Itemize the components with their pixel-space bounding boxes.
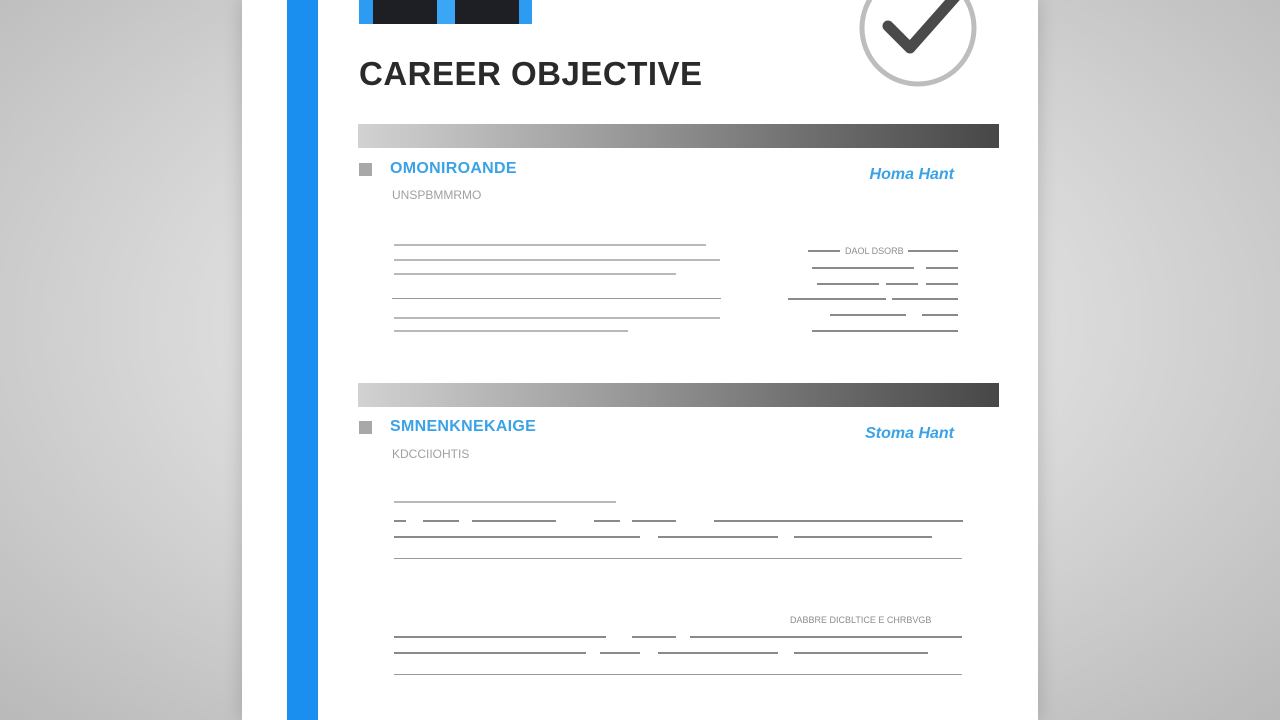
detail-caption: DAOL DSORB [845,246,904,256]
section-subtitle: KDCCIIOHTIS [392,447,470,461]
text-line [394,536,640,538]
divider-line [392,298,721,299]
detail-line [908,250,958,252]
section-bullet [359,421,372,434]
detail-line [808,250,840,252]
section-title: SMNENKNEKAIGE [390,418,537,435]
detail-line [922,314,958,316]
text-line [394,244,706,246]
divider-line [394,558,962,559]
text-line [394,273,676,275]
text-line [794,652,928,654]
detail-line [830,314,906,316]
detail-line [886,283,918,285]
detail-line [926,283,958,285]
section-divider-bar [358,124,999,148]
section-subtitle: UNSPBMMRMO [392,188,482,202]
text-line [632,636,676,638]
divider-line [394,674,962,675]
text-line [472,520,556,522]
checkmark-circle-icon [856,0,980,90]
detail-caption: DABBRE DICBLTICE E CHRBVGB [790,615,932,625]
page-title: CAREER OBJECTIVE [359,55,703,92]
profile-photo [359,0,532,24]
text-line [394,652,586,654]
detail-line [892,298,958,300]
detail-line [812,267,914,269]
text-line [794,536,932,538]
photo-suit-left [373,0,437,24]
section-bullet [359,163,372,176]
text-line [632,520,676,522]
photo-shirt [437,0,455,24]
accent-stripe [287,0,318,720]
detail-line [788,298,886,300]
text-line [658,652,778,654]
detail-line [817,283,879,285]
text-line [714,520,963,522]
text-line [423,520,459,522]
text-line [394,636,606,638]
detail-line [926,267,958,269]
photo-suit-right [455,0,519,24]
text-line [394,330,628,332]
section-right-label: Homa Hant [869,166,954,183]
detail-line [812,330,958,332]
section-title: OMONIROANDE [390,160,517,177]
text-line [658,536,778,538]
text-line [600,652,640,654]
text-line [394,259,720,261]
text-line [394,317,720,319]
text-line [394,520,406,522]
section-right-label: Stoma Hant [865,425,954,442]
text-line [690,636,962,638]
text-line [394,501,616,503]
section-divider-bar [358,383,999,407]
resume-page [242,0,1038,720]
text-line [594,520,620,522]
